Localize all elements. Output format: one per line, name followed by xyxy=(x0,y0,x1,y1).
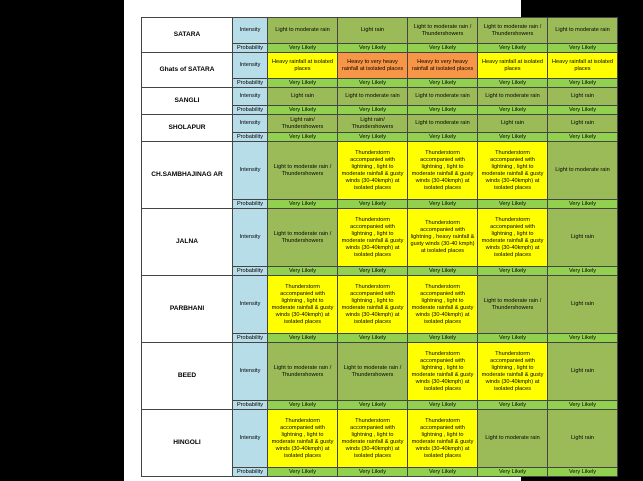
intensity-label: Intensity xyxy=(233,142,268,200)
probability-cell: Very Likely xyxy=(548,468,618,477)
probability-cell: Very Likely xyxy=(408,79,478,88)
intensity-cell: Light rain xyxy=(268,88,338,106)
intensity-cell: Heavy to very heavy rainfall at isolated places xyxy=(338,53,408,79)
probability-label: Probability xyxy=(233,200,268,209)
intensity-cell: Thunderstorm accompanied with lightning , light to moderate rainfall & gusty winds (30-40kmph) at isolated places xyxy=(338,276,408,334)
intensity-cell: Light to moderate rain / Thundershowers xyxy=(478,18,548,44)
intensity-cell: Light to moderate rain xyxy=(268,18,338,44)
intensity-label: Intensity xyxy=(233,18,268,44)
intensity-cell: Light to moderate rain / Thundershowers xyxy=(408,18,478,44)
intensity-cell: Light rain xyxy=(478,115,548,133)
probability-cell: Very Likely xyxy=(268,79,338,88)
intensity-cell: Heavy rainfall at isolated places xyxy=(268,53,338,79)
probability-cell: Very Likely xyxy=(408,334,478,343)
probability-label: Probability xyxy=(233,44,268,53)
probability-cell: Very Likely xyxy=(268,468,338,477)
intensity-cell: Light to moderate rain xyxy=(408,115,478,133)
probability-cell: Very Likely xyxy=(408,468,478,477)
probability-cell: Very Likely xyxy=(548,133,618,142)
intensity-cell: Light to moderate rain xyxy=(408,88,478,106)
intensity-cell: Thunderstorm accompanied with lightning , light to moderate rainfall & gusty winds (30-40kmph) at isolated places xyxy=(338,209,408,267)
probability-cell: Very Likely xyxy=(408,401,478,410)
probability-cell: Very Likely xyxy=(338,133,408,142)
probability-cell: Very Likely xyxy=(268,200,338,209)
probability-cell: Very Likely xyxy=(268,44,338,53)
intensity-cell: Light rain xyxy=(548,88,618,106)
intensity-cell: Light to moderate rain / Thundershowers xyxy=(268,142,338,200)
probability-cell: Very Likely xyxy=(478,267,548,276)
intensity-cell: Thunderstorm accompanied with lightning , heavy rainfall & gusty winds (30-40 kmph) at isolated places xyxy=(408,209,478,267)
probability-cell: Very Likely xyxy=(338,44,408,53)
intensity-label: Intensity xyxy=(233,88,268,106)
probability-label: Probability xyxy=(233,267,268,276)
probability-cell: Very Likely xyxy=(408,200,478,209)
probability-label: Probability xyxy=(233,133,268,142)
probability-cell: Very Likely xyxy=(478,79,548,88)
intensity-label: Intensity xyxy=(233,276,268,334)
probability-cell: Very Likely xyxy=(338,334,408,343)
probability-cell: Very Likely xyxy=(338,200,408,209)
probability-label: Probability xyxy=(233,401,268,410)
intensity-cell: Thunderstorm accompanied with lightning , light to moderate rainfall & gusty winds (30-40kmph) at isolated places xyxy=(408,142,478,200)
intensity-row xyxy=(142,343,618,401)
intensity-cell: Thunderstorm accompanied with lightning , light to moderate rainfall & gusty winds (30-40kmph) at isolated places xyxy=(268,276,338,334)
intensity-cell: Heavy rainfall at isolated places xyxy=(478,53,548,79)
intensity-cell: Thunderstorm accompanied with lightning , light to moderate rainfall & gusty winds (30-40kmph) at isolated places xyxy=(478,209,548,267)
probability-cell: Very Likely xyxy=(408,133,478,142)
intensity-cell: Heavy rainfall at isolated places xyxy=(548,53,618,79)
probability-cell: Very Likely xyxy=(268,133,338,142)
intensity-cell: Thunderstorm accompanied with lightning , light to moderate rainfall & gusty winds (30-40kmph) at isolated places xyxy=(408,276,478,334)
probability-cell: Very Likely xyxy=(338,401,408,410)
probability-cell: Very Likely xyxy=(268,334,338,343)
intensity-cell: Thunderstorm accompanied with lightning , light to moderate rainfall & gusty winds (30-40kmph) at isolated places xyxy=(338,142,408,200)
probability-cell: Very Likely xyxy=(478,334,548,343)
probability-cell: Very Likely xyxy=(408,106,478,115)
intensity-cell: Light to moderate rain / Thundershowers xyxy=(268,343,338,401)
probability-cell: Very Likely xyxy=(548,44,618,53)
probability-cell: Very Likely xyxy=(548,267,618,276)
intensity-label: Intensity xyxy=(233,209,268,267)
probability-cell: Very Likely xyxy=(478,133,548,142)
intensity-cell: Thunderstorm accompanied with lightning , light to moderate rainfall & gusty winds (30-40kmph) at isolated places xyxy=(408,343,478,401)
probability-cell: Very Likely xyxy=(338,267,408,276)
district-name: BEED xyxy=(142,343,233,410)
probability-cell: Very Likely xyxy=(268,267,338,276)
district-name: HINGOLI xyxy=(142,410,233,477)
intensity-cell: Light to moderate rain / Thundershowers xyxy=(338,343,408,401)
probability-cell: Very Likely xyxy=(548,334,618,343)
intensity-label: Intensity xyxy=(233,410,268,468)
intensity-cell: Thunderstorm accompanied with lightning , light to moderate rainfall & gusty winds (30-40kmph) at isolated places xyxy=(408,410,478,468)
district-name: SHOLAPUR xyxy=(142,115,233,142)
district-name: Ghats of SATARA xyxy=(142,53,233,88)
intensity-cell: Light rain/ Thundershowers xyxy=(268,115,338,133)
probability-cell: Very Likely xyxy=(478,44,548,53)
intensity-label: Intensity xyxy=(233,115,268,133)
district-name: SATARA xyxy=(142,18,233,53)
probability-cell: Very Likely xyxy=(548,79,618,88)
intensity-cell: Thunderstorm accompanied with lightning , light to moderate rainfall & gusty winds (30-40kmph) at isolated places xyxy=(338,410,408,468)
district-name: CH.SAMBHAJINAG AR xyxy=(142,142,233,209)
intensity-cell: Thunderstorm accompanied with lightning , light to moderate rainfall & gusty winds (30-40kmph) at isolated places xyxy=(478,142,548,200)
forecast-table xyxy=(141,17,618,477)
probability-cell: Very Likely xyxy=(548,200,618,209)
intensity-cell: Heavy to very heavy rainfall at isolated places xyxy=(408,53,478,79)
intensity-cell: Light rain xyxy=(548,209,618,267)
probability-cell: Very Likely xyxy=(338,79,408,88)
probability-cell: Very Likely xyxy=(268,401,338,410)
intensity-cell: Light rain/ Thundershowers xyxy=(338,115,408,133)
intensity-row xyxy=(142,209,618,267)
probability-cell: Very Likely xyxy=(548,106,618,115)
intensity-cell: Light to moderate rain xyxy=(478,410,548,468)
probability-cell: Very Likely xyxy=(408,44,478,53)
probability-cell: Very Likely xyxy=(338,106,408,115)
intensity-row xyxy=(142,276,618,334)
intensity-row xyxy=(142,53,618,79)
intensity-row xyxy=(142,88,618,106)
probability-label: Probability xyxy=(233,106,268,115)
intensity-cell: Light rain xyxy=(338,18,408,44)
intensity-row xyxy=(142,142,618,200)
intensity-cell: Light to moderate rain xyxy=(548,142,618,200)
probability-cell: Very Likely xyxy=(548,401,618,410)
intensity-cell: Light rain xyxy=(548,115,618,133)
intensity-row xyxy=(142,410,618,468)
intensity-cell: Light rain xyxy=(548,410,618,468)
probability-cell: Very Likely xyxy=(478,468,548,477)
probability-label: Probability xyxy=(233,468,268,477)
intensity-cell: Light to moderate rain xyxy=(338,88,408,106)
intensity-cell: Light rain xyxy=(548,343,618,401)
forecast-table-body xyxy=(142,18,618,477)
intensity-label: Intensity xyxy=(233,343,268,401)
intensity-cell: Light to moderate rain / Thundershowers xyxy=(268,209,338,267)
probability-cell: Very Likely xyxy=(268,106,338,115)
probability-cell: Very Likely xyxy=(478,106,548,115)
probability-cell: Very Likely xyxy=(408,267,478,276)
intensity-label: Intensity xyxy=(233,53,268,79)
probability-label: Probability xyxy=(233,79,268,88)
intensity-cell: Light rain xyxy=(548,276,618,334)
intensity-cell: Light to moderate rain xyxy=(478,88,548,106)
intensity-row xyxy=(142,18,618,44)
district-name: JALNA xyxy=(142,209,233,276)
intensity-cell: Light to moderate rain xyxy=(548,18,618,44)
district-name: PARBHANI xyxy=(142,276,233,343)
district-name: SANGLI xyxy=(142,88,233,115)
probability-cell: Very Likely xyxy=(478,200,548,209)
probability-cell: Very Likely xyxy=(338,468,408,477)
document-page xyxy=(124,0,613,481)
probability-cell: Very Likely xyxy=(478,401,548,410)
intensity-row xyxy=(142,115,618,133)
intensity-cell: Light to moderate rain / Thundershowers xyxy=(478,276,548,334)
probability-label: Probability xyxy=(233,334,268,343)
intensity-cell: Thunderstorm accompanied with lightning , light to moderate rainfall & gusty winds (30-40kmph) at isolated places xyxy=(268,410,338,468)
intensity-cell: Thunderstorm accompanied with lightning , light to moderate rainfall & gusty winds (30-40kmph) at isolated places xyxy=(478,343,548,401)
